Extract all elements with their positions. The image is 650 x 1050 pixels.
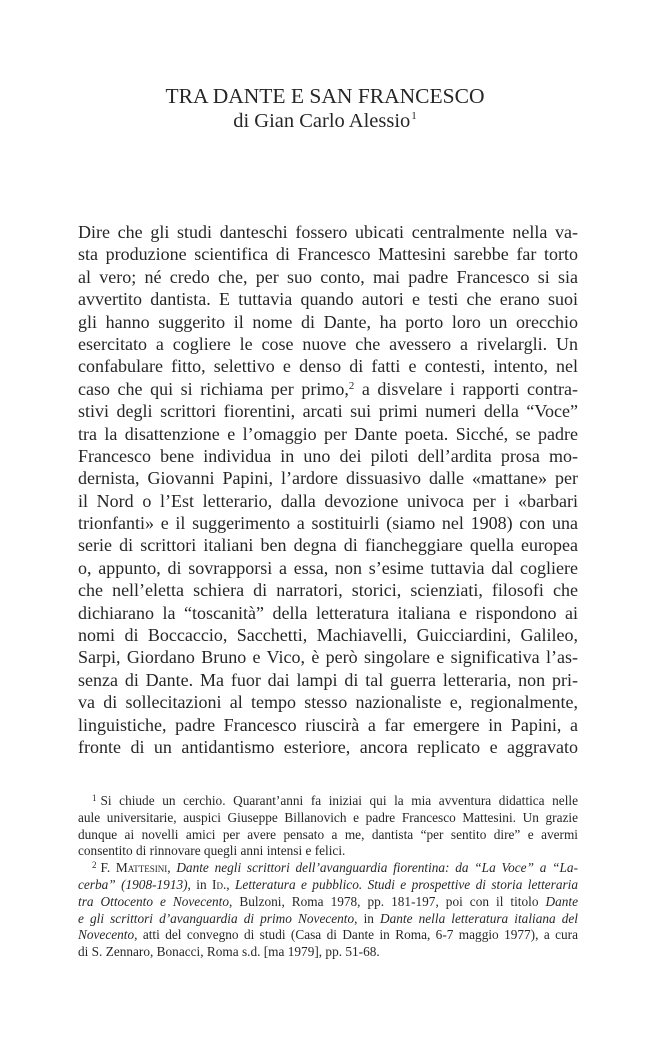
cited-title: cerba” (1908-1913) (78, 876, 188, 892)
body-line: che nell’eletta schiera di narratori, storici, scienziati, filosofi che (78, 580, 578, 601)
cited-author: Mattesini (115, 860, 168, 876)
footnote-text: , Bulzoni, Roma 1978, pp. 181-197, poi con il titolo (229, 893, 546, 909)
body-line: fronte di un antidantismo esteriore, ancora replicato e aggravato (78, 736, 578, 757)
cited-title: Dante negli scrittori dell’avanguardia fiorentina: da “La Voce” a “La- (176, 860, 579, 876)
footnote-line (78, 793, 578, 810)
body-line: gli hanno suggerito il nome di Dante, ha porto loro un orecchio (78, 311, 578, 332)
footnote-text: di S. Zennaro, Bonacci, Roma s.d. [ma 1979], pp. 51-68. (78, 944, 380, 960)
body-line-text: caso che qui si richiama per primo, (78, 378, 349, 399)
footnote-text: , atti del convegno di studi (Casa di Dante in Roma, 6-7 maggio 1977), a cura (134, 927, 578, 943)
footnote-line: consentito di rinnovare quegli anni intensi e felici. (78, 843, 346, 859)
body-line: va di sollecitazioni al tempo stesso nazionaliste e, regionalmente, (78, 692, 578, 713)
footnote-line (78, 944, 578, 961)
author-name: di Gian Carlo Alessio (233, 110, 411, 132)
body-line: Francesco bene individua in uno dei piloti dell’ardita prosa mo- (78, 445, 578, 466)
footnote-number: 2 (92, 860, 97, 871)
body-line: confabulare fitto, selettivo e denso di fatti e contesti, intento, nel (78, 356, 578, 377)
body-line: tra la disattenzione e l’omaggio per Dante poeta. Sicché, se padre (78, 423, 578, 444)
footnote-2 (78, 860, 578, 961)
body-line: al vero; né credo che, per suo conto, mai padre Francesco si sia (78, 266, 578, 287)
cited-title: tra Ottocento e Novecento (78, 893, 230, 909)
footnote-ref: 1 (411, 110, 417, 122)
body-line: il Nord o l’Est letterario, dalla devozione univoca per i «barbari (78, 490, 578, 511)
footnote-text: , (226, 876, 236, 892)
page-title: TRA DANTE E SAN FRANCESCO (165, 84, 485, 108)
footnote-ref: 2 (348, 379, 355, 392)
footnotes-area (78, 793, 578, 961)
footnote-text: , in (187, 876, 213, 892)
footnote-line (78, 927, 578, 944)
footnote-line (78, 877, 578, 894)
footnote-1 (78, 793, 578, 860)
footnote-text: F. (100, 860, 116, 876)
body-paragraph (78, 221, 578, 758)
footnote-line: dunque ai novelli amici per avere pensato a me, dantista “per sentito dire” e avermi (78, 826, 578, 842)
body-line: dernista, Giovanni Papini, l’ardore dissuasivo dalle «mattane» per (78, 468, 578, 489)
footnote-line (78, 911, 578, 928)
cited-title: Letteratura e pubblico. Studi e prospettive di storia letteraria (235, 876, 579, 892)
body-line: avvertito dantista. E tuttavia quando autori e testi che erano suoi (78, 289, 578, 310)
body-line: sta produzione scientifica di Francesco Mattesini sarebbe far torto (78, 244, 578, 265)
footnote-line: aule universitarie, auspici Giuseppe Billanovich e padre Francesco Mattesini. Un grazie (78, 809, 578, 825)
body-line: trionfanti» e il suggerimento a sostituirli (siamo nel 1908) con una (78, 513, 578, 534)
body-line: Sarpi, Giordano Bruno e Vico, è però singolare e significativa l’as- (78, 647, 578, 668)
footnote-text: , in (354, 910, 381, 926)
cited-author: Id. (212, 876, 227, 892)
body-line (78, 378, 578, 400)
body-line: nomi di Boccaccio, Sacchetti, Machiavelli, Guicciardini, Galileo, (78, 625, 578, 646)
cited-title: Dante nella letteratura italiana del (380, 910, 578, 926)
cited-title: Dante (545, 893, 578, 909)
author-byline (0, 109, 650, 133)
footnote-line (78, 894, 578, 911)
body-line: serie di scrittori italiani ben degna di fiancheggiare quella europea (78, 535, 578, 556)
body-line: stivi degli scrittori fiorentini, arcati sui primi numeri della “Voce” (78, 401, 578, 422)
body-line: o, appunto, di sovrapporsi a essa, non s’esime tuttavia dal cogliere (78, 557, 578, 578)
body-line-text: a disvelare i rapporti contra- (354, 378, 579, 399)
body-line: linguistiche, padre Francesco riuscirà a far emergere in Papini, a (78, 714, 578, 735)
cited-title: Novecento (78, 927, 135, 943)
body-line: Dire che gli studi danteschi fossero ubicati centralmente nella va- (78, 222, 578, 242)
footnote-text: Si chiude un cerchio. Quarant’anni fa iniziai qui la mia avventura didattica nelle (100, 793, 578, 808)
body-line: dichiarano la “toscanità” della letteratura italiana e rispondono ai (78, 602, 578, 623)
cited-title: e gli scrittori d’avanguardia di primo Novecento (78, 910, 355, 926)
footnote-line (78, 860, 578, 877)
footnote-number: 1 (92, 793, 97, 803)
body-line: senza di Dante. Ma fuor dai lampi di tal guerra letteraria, non pri- (78, 669, 578, 690)
footnote-text: , (167, 860, 177, 876)
body-line: esercitato a cogliere le cose nuove che avessero a rivelargli. Un (78, 333, 578, 354)
